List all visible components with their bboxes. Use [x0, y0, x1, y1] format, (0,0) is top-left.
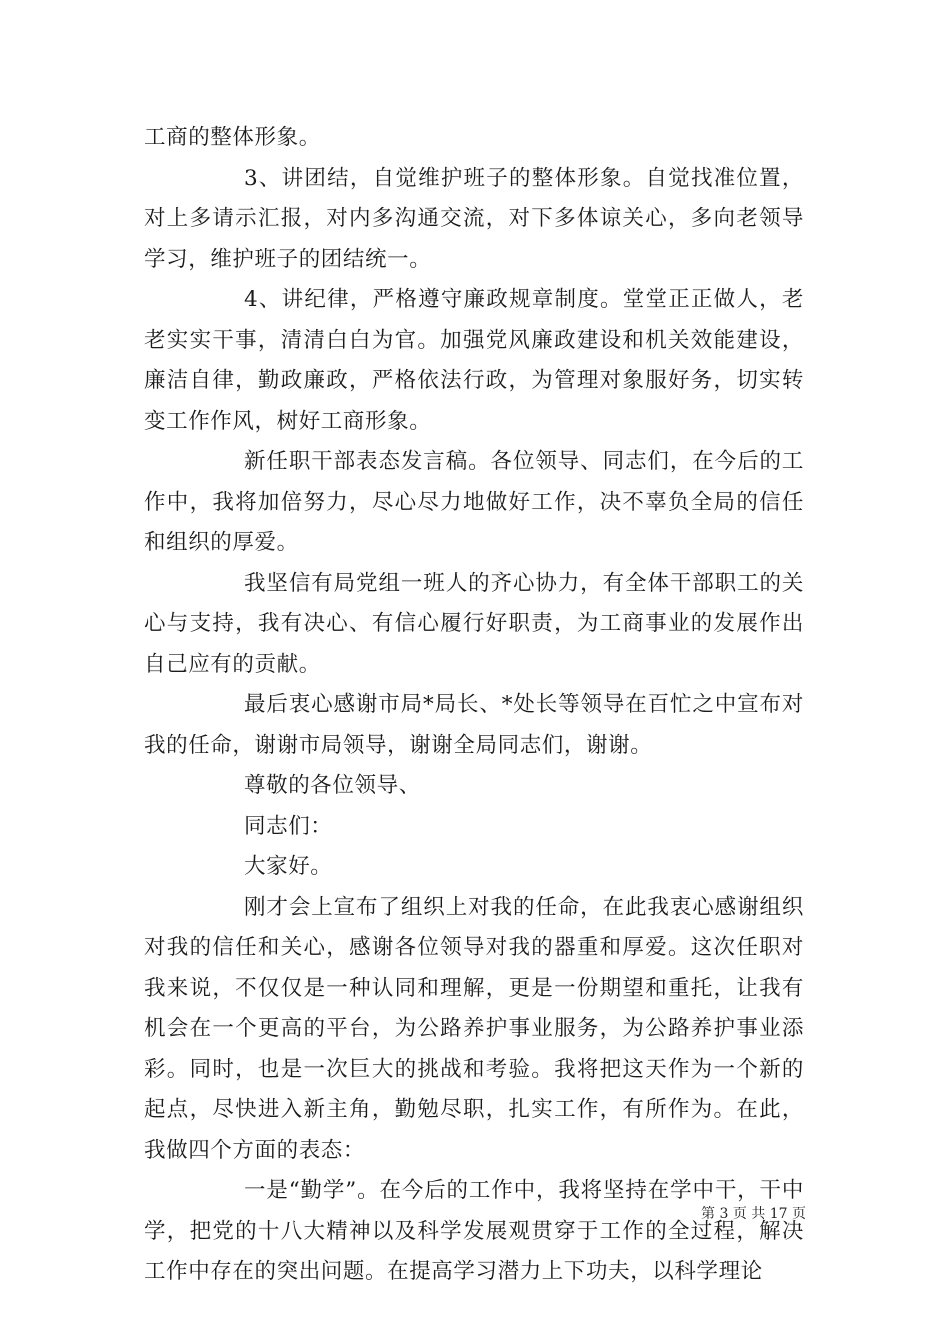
paragraph-appointment: 刚才会上宣布了组织上对我的任命，在此我衷心感谢组织对我的信任和关心，感谢各位领导对我的器重和厚爱。这次任职对我来说，不仅仅是一种认同和理解，更是一份期望和重托，让我有机会在一个更高的平台，为公路养护事业服务，为公路养护事业添彩。同时，也是一次巨大的挑战和考验。我将把这天作为一个新的起点，尽快进入新主角，勤勉尽职，扎实工作，有所作为。在此，我做四个方面的表态：	[144, 894, 804, 1163]
paragraph-continuation: 工商的整体形象。	[144, 125, 321, 150]
paragraph-confidence: 我坚信有局党组一班人的齐心协力，有全体干部职工的关心与支持，我有决心、有信心履行好职责，为工商事业的发展作出自己应有的贡献。	[144, 570, 804, 677]
paragraph-greeting: 大家好。	[244, 854, 333, 879]
paragraph-statement: 新任职干部表态发言稿。各位领导、同志们，在今后的工作中，我将加倍努力，尽心尽力地做好工作，决不辜负全局的信任和组织的厚爱。	[144, 449, 804, 555]
paragraph-study: 一是“勤学”。在今后的工作中，我将坚持在学中干，干中学，把党的十八大精神以及科学发展观贯穿于工作的全过程，解决工作中存在的突出问题。在提高学习潜力上下功夫，以科学理论	[144, 1178, 804, 1284]
paragraph-unity: 3、讲团结，自觉维护班子的整体形象。自觉找准位置，对上多请示汇报，对内多沟通交流，对下多体谅关心，多向老领导学习，维护班子的团结统一。	[144, 165, 804, 272]
paragraph-salutation-leaders: 尊敬的各位领导、	[244, 773, 421, 798]
paragraph-discipline: 4、讲纪律，严格遵守廉政规章制度。堂堂正正做人，老老实实干事，清清白白为官。加强党风廉政建设和机关效能建设，廉洁自律，勤政廉政，严格依法行政，为管理对象服好务，切实转变工作作风，树好工商形象。	[144, 287, 804, 434]
paragraph-salutation-comrades: 同志们：	[244, 813, 333, 839]
paragraph-thanks: 最后衷心感谢市局*局长、*处长等领导在百忙之中宣布对我的任命，谢谢市局领导，谢谢全局同志们，谢谢。	[144, 692, 804, 758]
document-body	[144, 118, 804, 1293]
page-number-footer: 第 3 页 共 17 页	[701, 1206, 806, 1222]
